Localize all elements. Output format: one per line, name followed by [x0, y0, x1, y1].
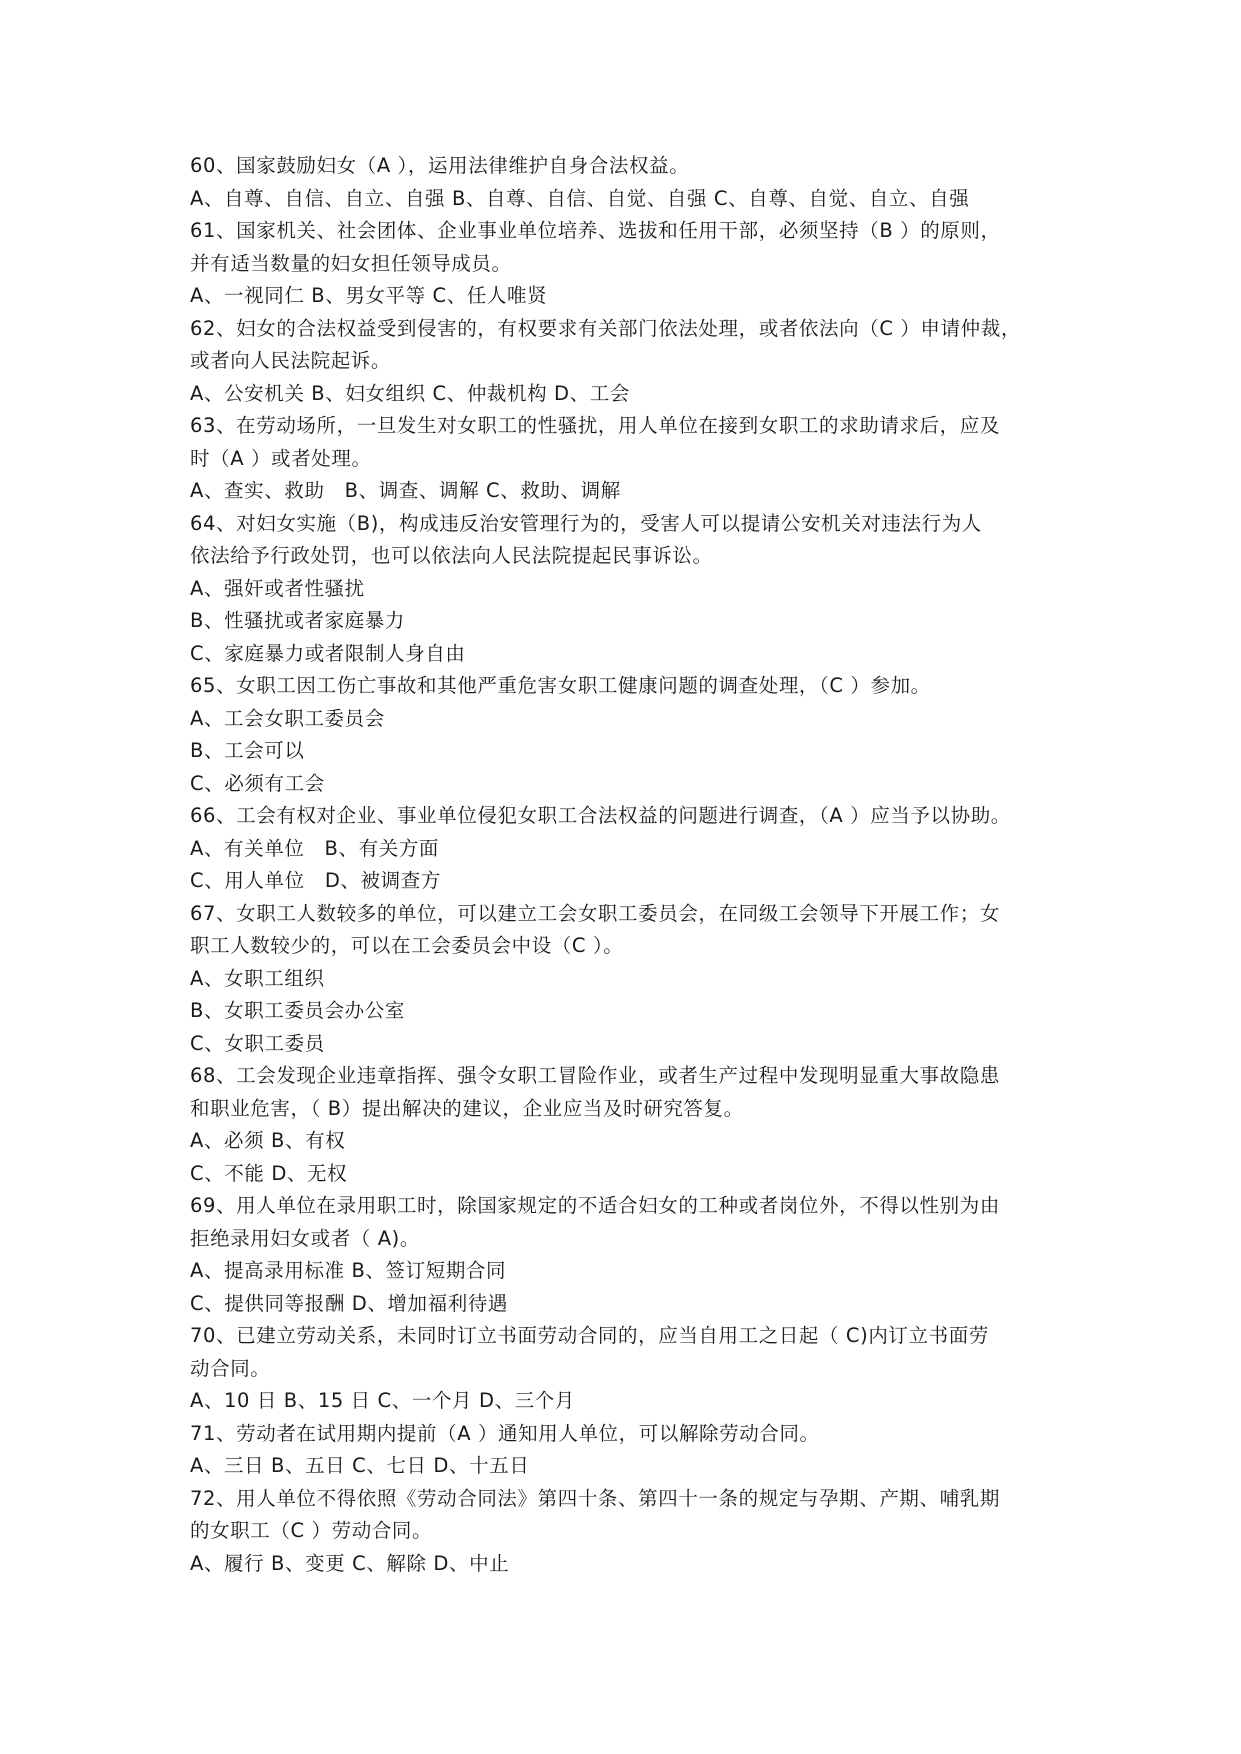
question-67-option-b: B、女职工委员会办公室	[190, 999, 405, 1022]
question-64-option-a: A、强奸或者性骚扰	[190, 576, 365, 600]
question-62-cont: 或者向人民法院起诉。	[190, 349, 392, 372]
question-61-cont: 并有适当数量的妇女担任领导成员。	[190, 251, 512, 275]
question-65: 65、女职工因工伤亡事故和其他严重危害女职工健康问题的调查处理，（C ）参加。	[190, 674, 931, 697]
question-68-options-cd: C、不能 D、无权	[190, 1161, 348, 1185]
question-64-option-c: C、家庭暴力或者限制人身自由	[190, 641, 466, 665]
question-68-options-ab: A、必须 B、有权	[190, 1129, 346, 1152]
question-67-option-a: A、女职工组织	[190, 966, 325, 990]
document-page	[190, 150, 1070, 1580]
question-61: 61、国家机关、社会团体、企业事业单位培养、选拔和任用干部，必须坚持（B ）的原则，	[190, 219, 1001, 242]
question-65-option-b: B、工会可以	[190, 739, 305, 762]
question-60: 60、国家鼓励妇女（A ），运用法律维护自身合法权益。	[190, 154, 690, 177]
question-70-options: A、10 日 B、15 日 C、一个月 D、三个月	[190, 1389, 575, 1412]
question-65-option-a: A、工会女职工委员会	[190, 706, 385, 730]
question-67-option-c: C、女职工委员	[190, 1031, 325, 1055]
question-63-options: A、查实、救助 B、调查、调解 C、救助、调解	[190, 479, 621, 502]
question-64: 64、对妇女实施（B)，构成违反治安管理行为的，受害人可以提请公安机关对违法行为人	[190, 511, 982, 535]
question-72-cont: 的女职工（C ）劳动合同。	[190, 1519, 433, 1542]
question-72: 72、用人单位不得依照《劳动合同法》第四十条、第四十一条的规定与孕期、产期、哺乳期	[190, 1486, 1000, 1510]
question-69-options-cd: C、提供同等报酬 D、增加福利待遇	[190, 1291, 509, 1315]
question-69-cont: 拒绝录用妇女或者（ A)。	[190, 1226, 420, 1250]
question-61-options: A、一视同仁 B、男女平等 C、任人唯贤	[190, 284, 548, 307]
question-65-option-c: C、必须有工会	[190, 771, 325, 795]
question-68-cont: 和职业危害，（ B）提出解决的建议，企业应当及时研究答复。	[190, 1096, 744, 1120]
question-71-options: A、三日 B、五日 C、七日 D、十五日	[190, 1454, 530, 1477]
question-63: 63、在劳动场所，一旦发生对女职工的性骚扰，用人单位在接到女职工的求助请求后，应及	[190, 414, 1000, 437]
question-70: 70、已建立劳动关系，未同时订立书面劳动合同的，应当自用工之日起（ C)内订立书面劳	[190, 1324, 989, 1347]
question-70-cont: 动合同。	[190, 1356, 271, 1380]
question-64-cont: 依法给予行政处罚，也可以依法向人民法院提起民事诉讼。	[190, 544, 713, 567]
question-71: 71、劳动者在试用期内提前（A ）通知用人单位，可以解除劳动合同。	[190, 1421, 820, 1445]
question-69-options-ab: A、提高录用标准 B、签订短期合同	[190, 1259, 507, 1282]
question-62: 62、妇女的合法权益受到侵害的，有权要求有关部门依法处理，或者依法向（C ）申请仲裁，	[190, 316, 1021, 340]
question-62-options: A、公安机关 B、妇女组织 C、仲裁机构 D、工会	[190, 381, 630, 405]
question-60-options: A、自尊、自信、自立、自强 B、自尊、自信、自觉、自强 C、自尊、自觉、自立、自强	[190, 186, 970, 210]
question-67-cont: 职工人数较少的，可以在工会委员会中设（C ）。	[190, 934, 624, 957]
question-66-options-ab: A、有关单位 B、有关方面	[190, 836, 440, 860]
question-63-cont: 时（A ）或者处理。	[190, 446, 372, 470]
question-67: 67、女职工人数较多的单位，可以建立工会女职工委员会，在同级工会领导下开展工作；女	[190, 901, 1000, 925]
question-66: 66、工会有权对企业、事业单位侵犯女职工合法权益的问题进行调查，（A ）应当予以协助。	[190, 804, 1011, 827]
question-64-option-b: B、性骚扰或者家庭暴力	[190, 609, 405, 632]
question-69: 69、用人单位在录用职工时，除国家规定的不适合妇女的工种或者岗位外，不得以性别为由	[190, 1194, 1000, 1217]
question-66-options-cd: C、用人单位 D、被调查方	[190, 869, 441, 892]
question-68: 68、工会发现企业违章指挥、强令女职工冒险作业，或者生产过程中发现明显重大事故隐患	[190, 1064, 1000, 1087]
question-72-options: A、履行 B、变更 C、解除 D、中止	[190, 1551, 510, 1575]
